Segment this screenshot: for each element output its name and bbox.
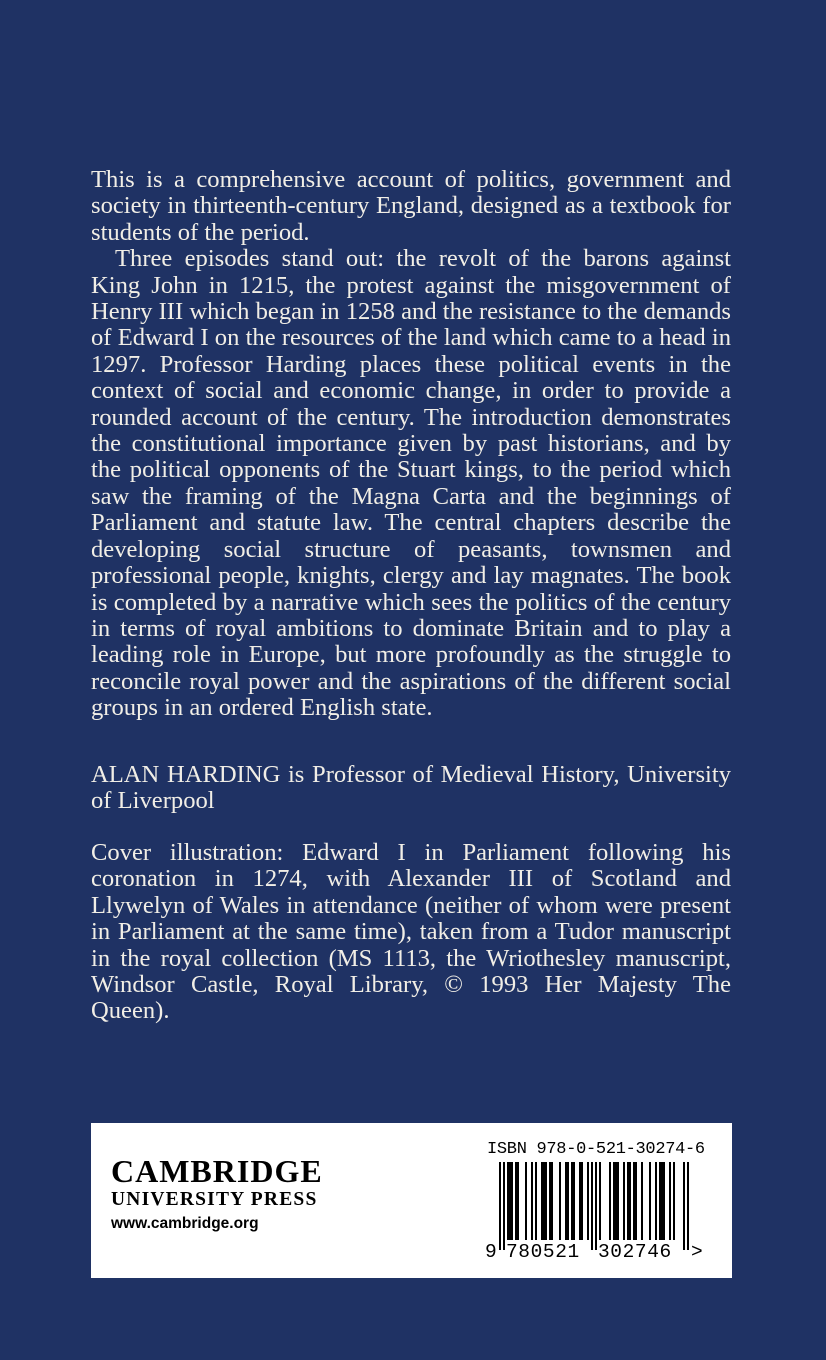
barcode-bar-20: [579, 1162, 581, 1240]
barcode-bar-35: [641, 1162, 643, 1240]
isbn-label: ISBN 978-0-521-30274-6: [487, 1140, 705, 1159]
barcode-bar-0: [499, 1162, 501, 1250]
blurb-paragraph-1: This is a comprehensive account of politics, government and society in thirteenth-century England, designed as a textbook for students of the period.: [91, 166, 731, 246]
barcode-bar-30: [623, 1162, 625, 1240]
barcode-bar-25: [599, 1162, 601, 1240]
ean-digits: [485, 1240, 711, 1264]
barcode-bar-33: [633, 1162, 635, 1240]
cover-credit-text: Cover illustration: Edward I in Parliament following his coronation in 1274, with Alexander III of Scotland and Llywelyn of Wales in attendance (neither of whom were present in Parliament at the same time), taken from a Tudor manuscript in the royal collection (MS 1113, the Wriothesley manuscript, Windsor Castle, Royal Library, © 1993 Her Majesty The Queen).: [91, 839, 731, 1025]
barcode-bar-40: [663, 1162, 665, 1240]
barcode-bar-5: [515, 1162, 517, 1240]
barcode-bar-6: [517, 1162, 519, 1240]
barcode-bar-15: [559, 1162, 561, 1240]
ean-right-group: 302746: [598, 1241, 672, 1263]
barcode-bar-18: [571, 1162, 573, 1240]
publisher-logo: [111, 1155, 323, 1211]
barcode-bar-22: [587, 1162, 589, 1240]
barcode-bar-29: [617, 1162, 619, 1240]
barcode-bar-3: [509, 1162, 511, 1240]
barcode-bar-12: [545, 1162, 547, 1240]
barcode-bar-43: [683, 1162, 685, 1250]
barcode-bar-28: [615, 1162, 617, 1240]
barcode-bar-44: [687, 1162, 689, 1250]
barcode-bar-17: [567, 1162, 569, 1240]
isbn-barcode: [485, 1140, 711, 1265]
barcode-bar-24: [595, 1162, 597, 1250]
ean-first-digit: 9: [485, 1241, 497, 1263]
barcode-bar-39: [661, 1162, 663, 1240]
barcode-bar-4: [511, 1162, 513, 1240]
barcode-bar-13: [549, 1162, 551, 1240]
barcode-bar-23: [591, 1162, 593, 1250]
barcode-bar-41: [669, 1162, 671, 1240]
barcode-bar-10: [541, 1162, 543, 1240]
barcode-bar-31: [627, 1162, 629, 1240]
barcode-bar-36: [649, 1162, 651, 1240]
barcode-bar-32: [629, 1162, 631, 1240]
barcode-bar-21: [581, 1162, 583, 1240]
barcode-bar-37: [655, 1162, 657, 1240]
barcode-bar-8: [531, 1162, 533, 1240]
publisher-name-line1: CAMBRIDGE: [111, 1153, 323, 1189]
barcode-bar-9: [535, 1162, 537, 1240]
barcode-bar-19: [573, 1162, 575, 1240]
barcode-bar-14: [551, 1162, 553, 1240]
barcode-bar-11: [543, 1162, 545, 1240]
barcode-bar-42: [673, 1162, 675, 1240]
barcode-bar-26: [609, 1162, 611, 1240]
ean-left-group: 780521: [506, 1241, 580, 1263]
cover-credit: [91, 840, 731, 1025]
publisher-box: [91, 1123, 732, 1278]
barcode-bar-16: [565, 1162, 567, 1240]
barcode-bar-7: [525, 1162, 527, 1240]
barcode-bar-1: [503, 1162, 505, 1250]
author-note-text: ALAN HARDING is Professor of Medieval History, University of Liverpool: [91, 761, 731, 815]
ean-arrow: >: [691, 1241, 703, 1263]
barcode-bar-2: [507, 1162, 509, 1240]
blurb: [91, 167, 731, 722]
author-note: [91, 762, 731, 815]
blurb-paragraph-2: Three episodes stand out: the revolt of the barons against King John in 1215, the protest against the misgovernment of Henry III which began in 1258 and the resistance to the demands of Edward I on the resources of the land which came to a head in 1297. Professor Harding places these political events in the context of social and economic change, in order to provide a rounded account of the century. The introduction demonstrates the constitutional importance given by past historians, and by the political opponents of the Stuart kings, to the period which saw the framing of the Magna Carta and the beginnings of Parliament and statute law. The central chapters describe the developing social structure of peasants, townsmen and professional people, knights, clergy and lay magnates. The book is completed by a narrative which sees the politics of the century in terms of royal ambitions to dominate Britain and to play a leading role in Europe, but more profoundly as the struggle to reconcile royal power and the aspirations of the different social groups in an ordered English state.: [91, 245, 731, 722]
barcode-bar-27: [613, 1162, 615, 1240]
barcode-bar-38: [659, 1162, 661, 1240]
publisher-website: www.cambridge.org: [111, 1215, 259, 1232]
publisher-name-line2: UNIVERSITY PRESS: [111, 1189, 318, 1210]
barcode-bar-34: [635, 1162, 637, 1240]
